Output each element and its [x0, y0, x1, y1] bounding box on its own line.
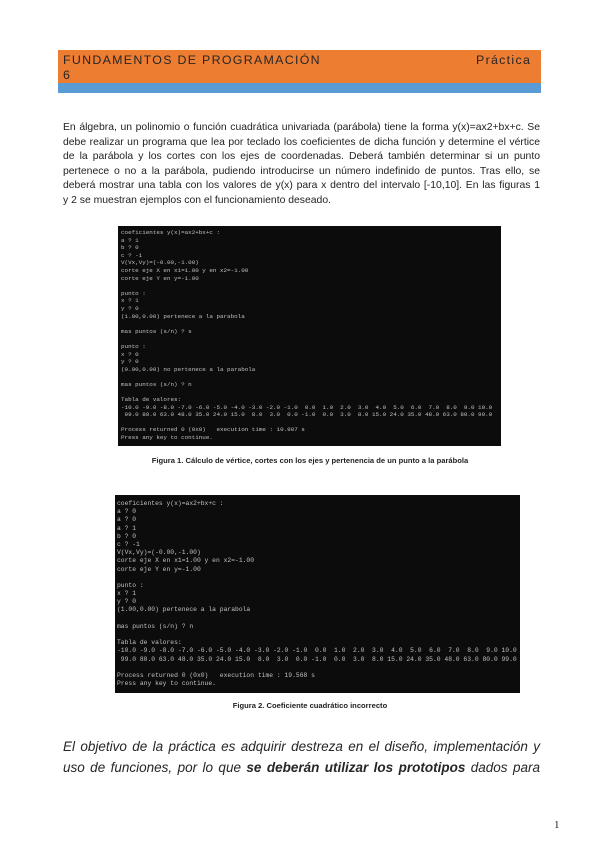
console-blank-line: [121, 419, 501, 427]
console-line: c ? -1: [117, 540, 140, 548]
figure-2-caption: Figura 2. Coeficiente cuadrático incorrecto: [232, 701, 388, 710]
console-line: mas puntos (s/n) ? n: [121, 380, 192, 388]
console-line: a ? 1: [121, 236, 139, 244]
console-blank-line: [121, 320, 501, 328]
objective-emphasis: se deberán utilizar los prototipos: [246, 760, 466, 775]
console-blank-line: [117, 631, 520, 639]
console-line: b ? 0: [117, 532, 137, 540]
console-blank-line: [121, 373, 501, 381]
console-line: y ? 0: [121, 304, 139, 312]
intro-line: En álgebra, un polinomio o función cuadrática univariada (parábola) tiene la forma y(x)=ax2+bx+c. Se: [63, 122, 540, 133]
console-blank-line: [117, 574, 520, 582]
console-blank-line: [117, 664, 520, 672]
console-line: corte eje X en x1=1.00 y en x2=-1.00: [117, 557, 255, 565]
console-line: Process returned 0 (0x0) execution time : 19.568 s: [117, 671, 315, 679]
console-line: mas puntos (s/n) ? n: [117, 622, 194, 630]
console-line: -10.0 -9.0 -8.0 -7.0 -6.0 -5.0 -4.0 -3.0 -2.0 -1.0 0.0 1.0 2.0 3.0 4.0 5.0 6.0 7.0 8.0 9.0 10.0: [121, 403, 493, 411]
console-line: punto :: [117, 581, 144, 589]
console-line: punto :: [121, 342, 146, 350]
console-line: x ? 1: [117, 590, 137, 598]
console-line: a ? 1: [117, 524, 137, 532]
console-line: coeficientes y(x)=ax2+bx+c :: [117, 500, 224, 507]
objective-line: El objetivo de la práctica es adquirir destreza en el diseño, implementación y: [63, 739, 540, 754]
objective-paragraph: [63, 736, 540, 778]
objective-text: uso de funciones, por lo que: [63, 760, 247, 775]
figure-2-console-screenshot: [115, 495, 520, 693]
console-line: (0.00,0.00) no pertenece a la parabola: [121, 365, 256, 373]
console-line: 99.0 80.0 63.0 48.0 35.0 24.0 15.0 8.0 3.0 0.0 -1.0 0.0 3.0 8.0 15.0 24.0 35.0 48.0 63.0 80.0 99.0: [121, 411, 493, 419]
console-line: Press any key to continue.: [121, 434, 213, 442]
console-line: Press any key to continue.: [117, 680, 216, 688]
console-line: c ? -1: [121, 251, 143, 259]
console-line: mas puntos (s/n) ? s: [121, 327, 192, 335]
console-blank-line: [121, 335, 501, 343]
console-line: V(Vx,Vy)=(-0.00,-1.00): [117, 549, 201, 557]
console-line: y ? 0: [121, 358, 139, 366]
intro-line: y 2 se muestran ejemplos con el funcionamiento deseado.: [63, 194, 332, 206]
console-line: Process returned 0 (0x0) execution time : 10.907 s: [121, 426, 305, 434]
console-line: y ? 0: [117, 598, 137, 606]
header-band: [58, 50, 541, 83]
objective-line: [63, 757, 540, 778]
course-title: FUNDAMENTOS DE PROGRAMACIÓN: [63, 53, 321, 67]
practice-number: 6: [63, 68, 72, 82]
console-line: x ? 1: [121, 297, 139, 305]
console-line: b ? 0: [121, 244, 139, 252]
console-line: corte eje Y en y=-1.00: [117, 565, 201, 573]
console-line: corte eje X en x1=1.00 y en x2=-1.00: [121, 266, 249, 274]
console-line: 99.0 80.0 63.0 48.0 35.0 24.0 15.0 8.0 3.0 0.0 -1.0 0.0 3.0 8.0 15.0 24.0 35.0 48.0 63.0 80.0 99.0: [117, 655, 517, 663]
console-line: Tabla de valores:: [121, 396, 182, 404]
header-stripe: [58, 83, 541, 93]
console-blank-line: [117, 615, 520, 623]
figure-1-caption: Figura 1. Cálculo de vértice, cortes con los ejes y pertenencia de un punto a la parábola: [151, 456, 469, 465]
intro-line: debe realizar un programa que lea por teclado los coeficientes de dicha función y determine el vértice: [63, 136, 540, 148]
console-line: (1.00,0.00) pertenece a la parabola: [117, 606, 251, 614]
console-line: punto :: [121, 289, 146, 297]
console-line: a ? 0: [117, 508, 137, 516]
intro-paragraph: [63, 121, 540, 209]
intro-line: pertenece o no a la parábola, pudiendo introducirse un número indefinido de puntos. Tras ello, se: [63, 165, 540, 177]
console-line: (1.00,0.00) pertenece a la parabola: [121, 312, 245, 320]
intro-line: de la parábola y los cortes con los ejes de coordenadas. Deberá también determinar si un punto: [63, 151, 540, 163]
console-line: V(Vx,Vy)=(-0.00,-1.00): [121, 259, 199, 267]
console-line: -10.0 -9.0 -8.0 -7.0 -6.0 -5.0 -4.0 -3.0 -2.0 -1.0 0.0 1.0 2.0 3.0 4.0 5.0 6.0 7.0 8.0 9.0 10.0: [117, 647, 517, 655]
page-number: 1: [554, 819, 560, 831]
console-line: x ? 0: [121, 350, 139, 358]
practice-label: Práctica: [476, 53, 532, 67]
console-line: Tabla de valores:: [117, 639, 182, 647]
console-blank-line: [121, 282, 501, 290]
console-line: a ? 0: [117, 516, 137, 524]
console-blank-line: [121, 388, 501, 396]
intro-line: deberá mostrar una tabla con los valores de y(x) para x dentro del intervalo [-10,10]. En las figuras 1: [63, 180, 540, 192]
figure-1-console-screenshot: [118, 226, 501, 446]
objective-text: dados para: [465, 760, 540, 775]
console-line: corte eje Y en y=-1.00: [121, 274, 199, 282]
console-line: coeficientes y(x)=ax2+bx+c :: [121, 229, 220, 236]
